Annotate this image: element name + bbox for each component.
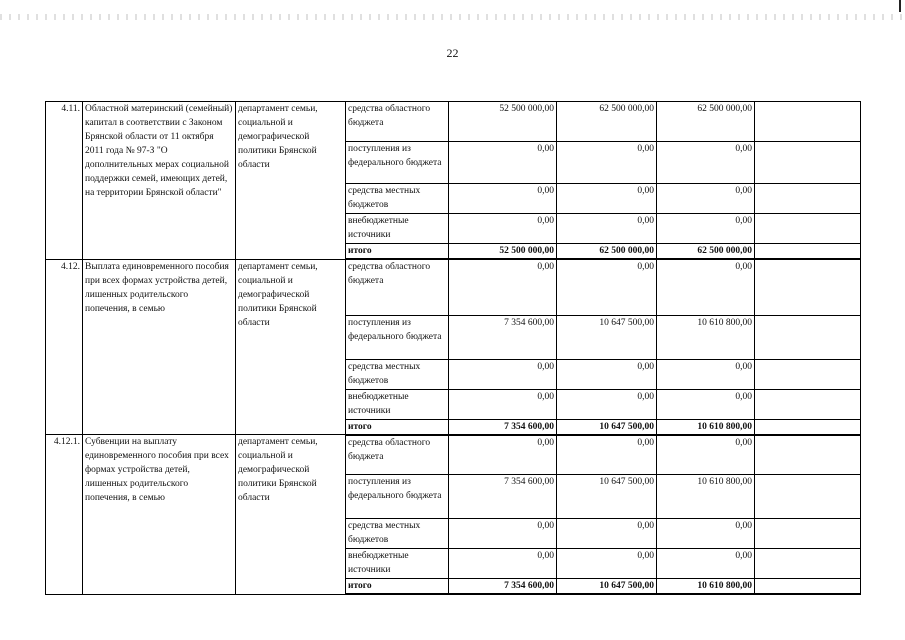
- amount-year-1: 0,00: [449, 184, 557, 214]
- item-number: 4.12.: [46, 259, 83, 435]
- amount-year-2: 0,00: [557, 389, 657, 419]
- amount-year-1: 7 354 600,00: [449, 475, 557, 519]
- amount-year-1: 52 500 000,00: [449, 244, 557, 260]
- funding-source: поступления из федерального бюджета: [346, 475, 449, 519]
- total-label: итого: [346, 419, 449, 435]
- amount-year-3: 0,00: [657, 142, 755, 184]
- empty-cell: [755, 142, 861, 184]
- amount-year-3: 62 500 000,00: [657, 244, 755, 260]
- funding-source: средства областного бюджета: [346, 435, 449, 475]
- amount-year-2: 10 647 500,00: [557, 419, 657, 435]
- table-row: [46, 259, 861, 315]
- empty-cell: [755, 259, 861, 315]
- amount-year-3: 10 610 800,00: [657, 475, 755, 519]
- amount-year-2: 0,00: [557, 259, 657, 315]
- responsible-executor: департамент семьи, социальной и демографической политики Брянской области: [236, 259, 346, 435]
- amount-year-3: 0,00: [657, 214, 755, 244]
- empty-cell: [755, 419, 861, 435]
- responsible-executor: департамент семьи, социальной и демографической политики Брянской области: [236, 435, 346, 595]
- amount-year-2: 62 500 000,00: [557, 244, 657, 260]
- amount-year-1: 0,00: [449, 259, 557, 315]
- empty-cell: [755, 359, 861, 389]
- amount-year-1: 7 354 600,00: [449, 579, 557, 595]
- budget-table: [45, 101, 861, 595]
- total-label: итого: [346, 579, 449, 595]
- measure-name: Областной материнский (семейный) капитал в соответствии с Законом Брянской области от 11 октября 2011 года № 97-З "О дополнительных мерах социальной поддержки семей, имеющих детей, на территории Брянской области": [83, 102, 236, 260]
- amount-year-1: 52 500 000,00: [449, 102, 557, 142]
- amount-year-3: 10 610 800,00: [657, 579, 755, 595]
- amount-year-1: 0,00: [449, 389, 557, 419]
- amount-year-3: 0,00: [657, 549, 755, 579]
- amount-year-1: 7 354 600,00: [449, 315, 557, 359]
- amount-year-1: 0,00: [449, 142, 557, 184]
- amount-year-3: 10 610 800,00: [657, 419, 755, 435]
- amount-year-1: 0,00: [449, 214, 557, 244]
- amount-year-2: 0,00: [557, 435, 657, 475]
- amount-year-2: 0,00: [557, 142, 657, 184]
- funding-source: внебюджетные источники: [346, 549, 449, 579]
- measure-name: Выплата единовременного пособия при всех формах устройства детей, лишенных родительского попечения, в семью: [83, 259, 236, 435]
- amount-year-1: 0,00: [449, 549, 557, 579]
- funding-source: средства местных бюджетов: [346, 519, 449, 549]
- amount-year-1: 0,00: [449, 519, 557, 549]
- empty-cell: [755, 244, 861, 260]
- responsible-executor: департамент семьи, социальной и демографической политики Брянской области: [236, 102, 346, 260]
- amount-year-2: 0,00: [557, 214, 657, 244]
- table-row: [46, 435, 861, 475]
- scan-artifact: [0, 14, 905, 20]
- amount-year-2: 10 647 500,00: [557, 315, 657, 359]
- empty-cell: [755, 435, 861, 475]
- measure-name: Субвенции на выплату единовременного пособия при всех формах устройства детей, лишенных родительского попечения, в семью: [83, 435, 236, 595]
- funding-source: средства областного бюджета: [346, 102, 449, 142]
- empty-cell: [755, 214, 861, 244]
- empty-cell: [755, 389, 861, 419]
- amount-year-2: 10 647 500,00: [557, 579, 657, 595]
- amount-year-2: 0,00: [557, 519, 657, 549]
- funding-source: средства местных бюджетов: [346, 184, 449, 214]
- empty-cell: [755, 315, 861, 359]
- item-number: 4.11.: [46, 102, 83, 260]
- amount-year-3: 0,00: [657, 184, 755, 214]
- total-label: итого: [346, 244, 449, 260]
- amount-year-2: 0,00: [557, 184, 657, 214]
- item-number: 4.12.1.: [46, 435, 83, 595]
- funding-source: поступления из федерального бюджета: [346, 142, 449, 184]
- empty-cell: [755, 519, 861, 549]
- amount-year-3: 0,00: [657, 259, 755, 315]
- page-number: 22: [446, 46, 459, 60]
- amount-year-2: 0,00: [557, 359, 657, 389]
- amount-year-3: 0,00: [657, 389, 755, 419]
- amount-year-1: 0,00: [449, 359, 557, 389]
- amount-year-1: 0,00: [449, 435, 557, 475]
- funding-source: внебюджетные источники: [346, 214, 449, 244]
- amount-year-2: 10 647 500,00: [557, 475, 657, 519]
- scan-edge-mark: [899, 0, 901, 12]
- empty-cell: [755, 549, 861, 579]
- funding-source: поступления из федерального бюджета: [346, 315, 449, 359]
- table-row: [46, 102, 861, 142]
- amount-year-1: 7 354 600,00: [449, 419, 557, 435]
- amount-year-2: 62 500 000,00: [557, 102, 657, 142]
- funding-source: средства местных бюджетов: [346, 359, 449, 389]
- funding-source: внебюджетные источники: [346, 389, 449, 419]
- empty-cell: [755, 475, 861, 519]
- amount-year-3: 0,00: [657, 435, 755, 475]
- empty-cell: [755, 184, 861, 214]
- amount-year-3: 10 610 800,00: [657, 315, 755, 359]
- amount-year-3: 0,00: [657, 359, 755, 389]
- amount-year-3: 62 500 000,00: [657, 102, 755, 142]
- funding-source: средства областного бюджета: [346, 259, 449, 315]
- amount-year-3: 0,00: [657, 519, 755, 549]
- empty-cell: [755, 579, 861, 595]
- amount-year-2: 0,00: [557, 549, 657, 579]
- empty-cell: [755, 102, 861, 142]
